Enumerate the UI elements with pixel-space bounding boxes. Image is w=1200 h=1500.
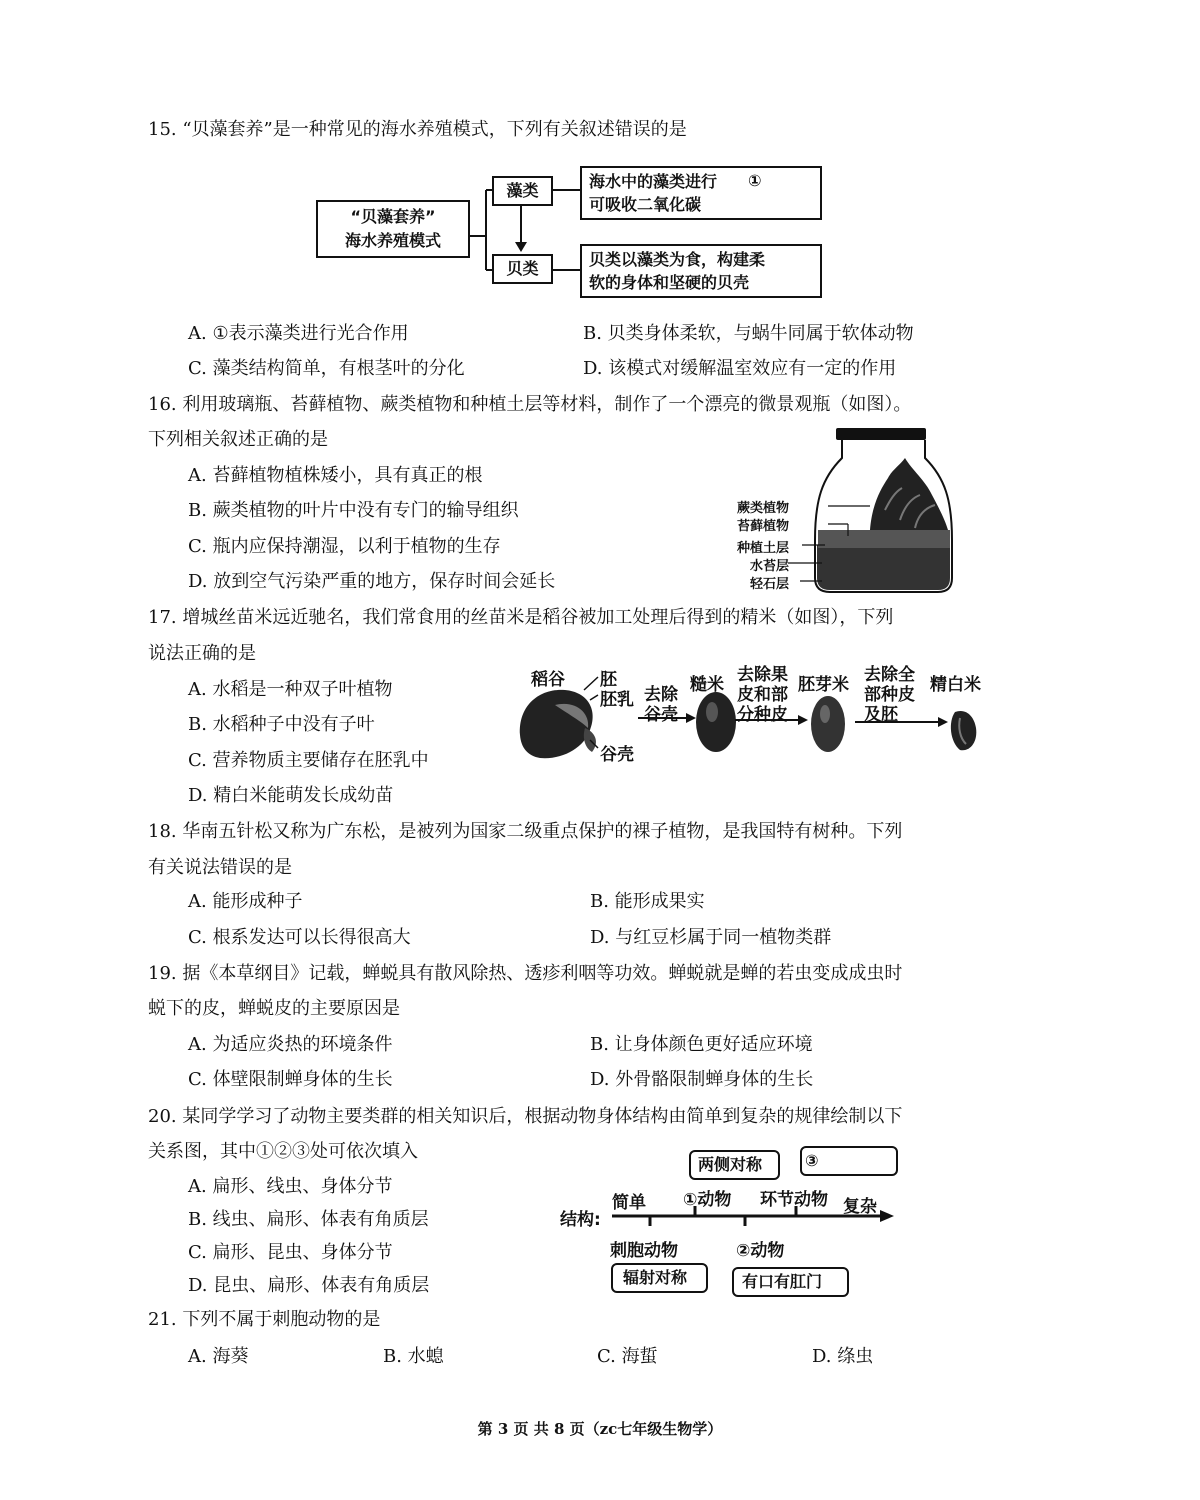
moss-label: 苔藓植物	[737, 519, 790, 534]
q20-stem-line1: 20. 某同学学习了动物主要类群的相关知识后，根据动物身体结构由简单到复杂的规律绘制以下	[148, 1106, 903, 1127]
sphagnum-layer-label: 水苔层	[750, 559, 790, 574]
step3-line3: 及胚	[864, 705, 898, 725]
q19-option-b: B. 让身体颜色更好适应环境	[590, 1034, 813, 1055]
pumice-layer-label: 轻石层	[750, 577, 790, 592]
brown-rice-label: 糙米	[690, 675, 724, 695]
blank-3-box	[800, 1146, 898, 1176]
husk-label: 谷壳	[600, 745, 634, 765]
bilateral-box	[689, 1150, 780, 1180]
bilateral-label: 两侧对称	[698, 1155, 763, 1174]
shell-desc-line1: 贝类以藻类为食，构建柔	[589, 250, 766, 269]
q17-option-a: A. 水稻是一种双子叶植物	[188, 679, 393, 700]
q21-option-b: B. 水螅	[383, 1346, 444, 1367]
step1-line1: 去除	[644, 685, 678, 705]
structure-label: 结构:	[560, 1210, 601, 1230]
mouth-anus-box	[732, 1267, 849, 1297]
q20-stem-line2: 关系图，其中①②③处可依次填入	[148, 1141, 418, 1162]
q18-option-a: A. 能形成种子	[188, 891, 303, 912]
q16-option-c: C. 瓶内应保持潮湿，以利于植物的生存	[188, 536, 501, 557]
q20-option-a: A. 扁形、线虫、身体分节	[188, 1176, 393, 1197]
q19-stem-line1: 19. 据《本草纲目》记载，蝉蜕具有散风除热、透疹利咽等功效。蝉蜕就是蝉的若虫变成成虫时	[148, 963, 903, 984]
q17-stem-line2: 说法正确的是	[148, 643, 256, 664]
embryo-label: 胚	[600, 670, 617, 690]
blank-3-mark: ③	[805, 1151, 819, 1170]
q15-option-a: A. ①表示藻类进行光合作用	[188, 323, 409, 344]
q16-stem-line2: 下列相关叙述正确的是	[148, 429, 328, 450]
q15-option-c: C. 藻类结构简单，有根茎叶的分化	[188, 358, 465, 379]
q18-option-b: B. 能形成果实	[590, 891, 705, 912]
animal-1-label: ①动物	[683, 1190, 732, 1210]
step1-line2: 谷壳	[644, 705, 678, 725]
annelid-label: 环节动物	[760, 1190, 828, 1210]
q19-option-c: C. 体壁限制蝉身体的生长	[188, 1069, 393, 1090]
q17-option-c: C. 营养物质主要储存在胚乳中	[188, 750, 429, 771]
q18-option-c: C. 根系发达可以长得很高大	[188, 927, 411, 948]
q16-stem-line1: 16. 利用玻璃瓶、苔藓植物、蕨类植物和种植土层等材料，制作了一个漂亮的微景观瓶（如图）。	[148, 394, 912, 415]
q21-option-d: D. 绦虫	[812, 1346, 874, 1367]
soil-layer-label: 种植土层	[737, 541, 790, 556]
step2-line3: 分种皮	[737, 705, 788, 725]
q16-option-b: B. 蕨类植物的叶片中没有专门的输导组织	[188, 500, 519, 521]
q16-option-a: A. 苔藓植物植株矮小，具有真正的根	[188, 465, 483, 486]
algae-label: 藻类	[506, 181, 539, 200]
main-mode-line1: “贝藻套养”	[350, 207, 436, 226]
radial-box	[611, 1263, 708, 1293]
endosperm-label: 胚乳	[600, 690, 634, 710]
algae-desc-line2: 可吸收二氧化碳	[589, 195, 702, 214]
mouth-anus-label: 有口有肛门	[742, 1272, 823, 1291]
step3-line1: 去除全	[864, 665, 915, 685]
q18-option-d: D. 与红豆杉属于同一植物类群	[590, 927, 832, 948]
blank-1-mark: ①	[748, 171, 762, 190]
algae-desc-line1: 海水中的藻类进行	[589, 172, 718, 191]
animal-2-label: ②动物	[736, 1241, 785, 1261]
simple-label: 简单	[612, 1193, 646, 1213]
q15-option-b: B. 贝类身体柔软，与蜗牛同属于软体动物	[583, 323, 914, 344]
q20-option-d: D. 昆虫、扁形、体表有角质层	[188, 1275, 430, 1296]
q15-stem: 15. “贝藻套养”是一种常见的海水养殖模式，下列有关叙述错误的是	[148, 119, 687, 140]
q18-stem-line1: 18. 华南五针松又称为广东松，是被列为国家二级重点保护的裸子植物，是我国特有树种。下列	[148, 821, 903, 842]
shell-desc-line2: 软的身体和坚硬的贝壳	[589, 273, 750, 292]
q17-option-d: D. 精白米能萌发长成幼苗	[188, 785, 394, 806]
step2-line2: 皮和部	[737, 685, 788, 705]
q16-option-d: D. 放到空气污染严重的地方，保存时间会延长	[188, 571, 556, 592]
germ-rice-label: 胚芽米	[798, 675, 849, 695]
q20-option-b: B. 线虫、扁形、体表有角质层	[188, 1209, 429, 1230]
q19-option-a: A. 为适应炎热的环境条件	[188, 1034, 393, 1055]
q17-option-b: B. 水稻种子中没有子叶	[188, 714, 375, 735]
rice-grain-label: 稻谷	[531, 670, 565, 690]
page-footer: 第 3 页 共 8 页（zc七年级生物学）	[477, 1420, 723, 1438]
q21-option-a: A. 海葵	[188, 1346, 249, 1367]
step3-line2: 部种皮	[864, 685, 915, 705]
q20-option-c: C. 扁形、昆虫、身体分节	[188, 1242, 393, 1263]
cnidarian-label: 刺胞动物	[610, 1241, 678, 1261]
white-rice-label: 精白米	[930, 675, 981, 695]
fern-label: 蕨类植物	[737, 501, 790, 516]
radial-label: 辐射对称	[623, 1268, 688, 1287]
complex-label: 复杂	[843, 1197, 877, 1217]
q18-stem-line2: 有关说法错误的是	[148, 857, 292, 878]
q21-stem: 21. 下列不属于刺胞动物的是	[148, 1309, 381, 1330]
q15-option-d: D. 该模式对缓解温室效应有一定的作用	[583, 358, 897, 379]
main-mode-line2: 海水养殖模式	[344, 231, 441, 250]
q17-stem-line1: 17. 增城丝苗米远近驰名，我们常食用的丝苗米是稻谷被加工处理后得到的精米（如图），下列	[148, 607, 894, 628]
step2-line1: 去除果	[737, 665, 788, 685]
q21-option-c: C. 海蜇	[597, 1346, 658, 1367]
q19-option-d: D. 外骨骼限制蝉身体的生长	[590, 1069, 814, 1090]
shellfish-label: 贝类	[506, 259, 539, 278]
q19-stem-line2: 蜕下的皮，蝉蜕皮的主要原因是	[148, 998, 400, 1019]
